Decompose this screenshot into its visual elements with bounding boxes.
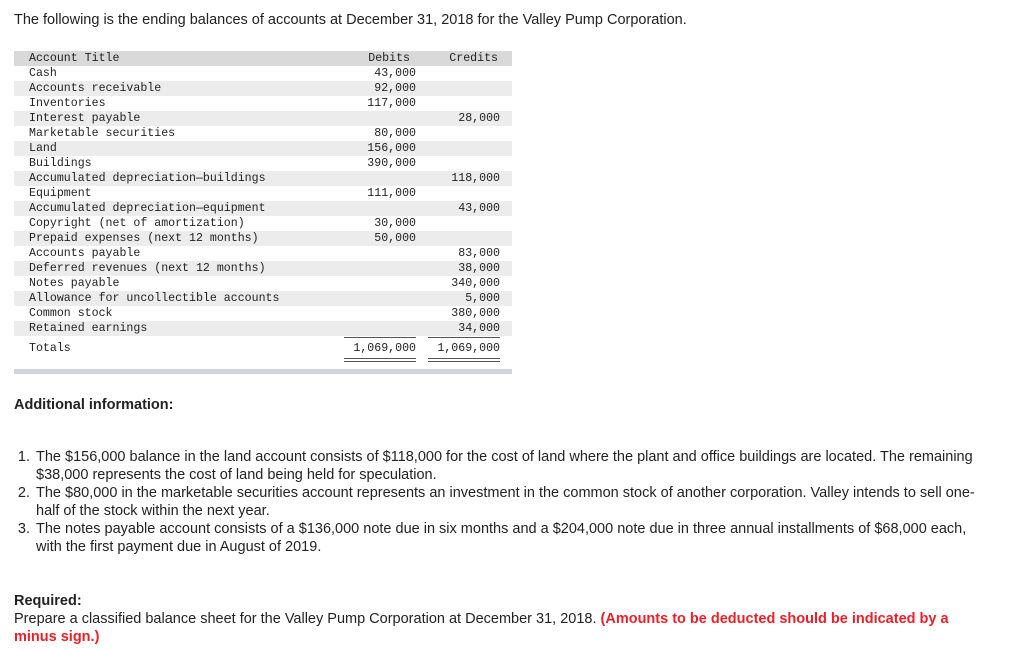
debit-cell: 390,000 (367, 157, 416, 170)
account-title-cell: Accounts receivable (29, 82, 162, 95)
table-row (14, 171, 512, 186)
table-row (14, 141, 512, 156)
table-row (14, 126, 512, 141)
credit-cell: 5,000 (465, 292, 500, 305)
account-title-cell: Interest payable (29, 112, 141, 125)
credit-subtotal-rule (428, 337, 500, 338)
credit-cell: 34,000 (458, 322, 500, 335)
table-header-row (14, 51, 512, 66)
debit-cell: 43,000 (374, 67, 416, 80)
table-row (14, 216, 512, 231)
additional-info-heading: Additional information: (14, 397, 174, 413)
table-row (14, 306, 512, 321)
debit-cell: 80,000 (374, 127, 416, 140)
required-text: Prepare a classified balance sheet for the Valley Pump Corporation at December 31, 2018. (14, 611, 597, 627)
required-section (14, 592, 974, 646)
account-title-cell: Inventories (29, 97, 106, 110)
intro-text: The following is the ending balances of accounts at December 31, 2018 for the Valley Pump Corporation. (14, 12, 687, 28)
required-emphasis: (Amounts to be deducted should be indicated by a minus sign.) (14, 611, 949, 645)
credit-double-rule-2 (428, 361, 500, 362)
table-row (14, 96, 512, 111)
required-text-line (14, 610, 974, 646)
totals-debit: 1,069,000 (353, 342, 416, 355)
debit-cell: 30,000 (374, 217, 416, 230)
table-row (14, 66, 512, 81)
account-title-cell: Equipment (29, 187, 92, 200)
account-title-cell: Retained earnings (29, 322, 148, 335)
table-row (14, 261, 512, 276)
header-debits: Debits (368, 52, 410, 65)
account-title-cell: Deferred revenues (next 12 months) (29, 262, 266, 275)
account-title-cell: Copyright (net of amortization) (29, 217, 245, 230)
table-row (14, 201, 512, 216)
table-bottom-bar (14, 369, 512, 374)
required-heading: Required: (14, 593, 82, 609)
totals-row (14, 341, 512, 356)
table-row (14, 276, 512, 291)
credit-cell: 340,000 (451, 277, 500, 290)
debit-double-rule-1 (344, 358, 416, 359)
notes-list (14, 448, 994, 556)
note-item: 3. The notes payable account consists of a $136,000 note due in six months and a $204,000 note due in three annual installments of $68,000 each, with the first payment due in August of 2019. (34, 520, 994, 556)
table-row (14, 246, 512, 261)
account-title-cell: Buildings (29, 157, 92, 170)
debit-cell: 50,000 (374, 232, 416, 245)
table-row (14, 291, 512, 306)
credit-cell: 380,000 (451, 307, 500, 320)
credit-cell: 43,000 (458, 202, 500, 215)
credit-cell: 38,000 (458, 262, 500, 275)
header-account-title: Account Title (29, 52, 120, 65)
account-title-cell: Notes payable (29, 277, 120, 290)
table-row (14, 186, 512, 201)
credit-cell: 83,000 (458, 247, 500, 260)
account-title-cell: Accounts payable (29, 247, 141, 260)
table-row (14, 111, 512, 126)
header-credits: Credits (449, 52, 498, 65)
debit-subtotal-rule (344, 337, 416, 338)
trial-balance-table (14, 51, 512, 374)
note-item: 1. The $156,000 balance in the land account consists of $118,000 for the cost of land where the plant and office buildings are located. The remaining $38,000 represents the cost of land being held for speculation. (34, 448, 994, 484)
account-title-cell: Marketable securities (29, 127, 176, 140)
account-title-cell: Common stock (29, 307, 113, 320)
table-row (14, 321, 512, 336)
account-title-cell: Allowance for uncollectible accounts (29, 292, 280, 305)
table-row (14, 81, 512, 96)
credit-double-rule-1 (428, 358, 500, 359)
account-title-cell: Prepaid expenses (next 12 months) (29, 232, 259, 245)
credit-cell: 28,000 (458, 112, 500, 125)
totals-credit: 1,069,000 (437, 342, 500, 355)
account-title-cell: Accumulated depreciation—equipment (29, 202, 266, 215)
account-title-cell: Land (29, 142, 57, 155)
debit-double-rule-2 (344, 361, 416, 362)
totals-label: Totals (29, 342, 71, 355)
account-title-cell: Cash (29, 67, 57, 80)
table-row (14, 156, 512, 171)
note-item: 2. The $80,000 in the marketable securities account represents an investment in the common stock of another corporation. Valley intends to sell one-half of the stock within the next year. (34, 484, 994, 520)
credit-cell: 118,000 (451, 172, 500, 185)
debit-cell: 92,000 (374, 82, 416, 95)
debit-cell: 117,000 (367, 97, 416, 110)
debit-cell: 156,000 (367, 142, 416, 155)
table-row (14, 231, 512, 246)
debit-cell: 111,000 (367, 187, 416, 200)
account-title-cell: Accumulated depreciation—buildings (29, 172, 266, 185)
